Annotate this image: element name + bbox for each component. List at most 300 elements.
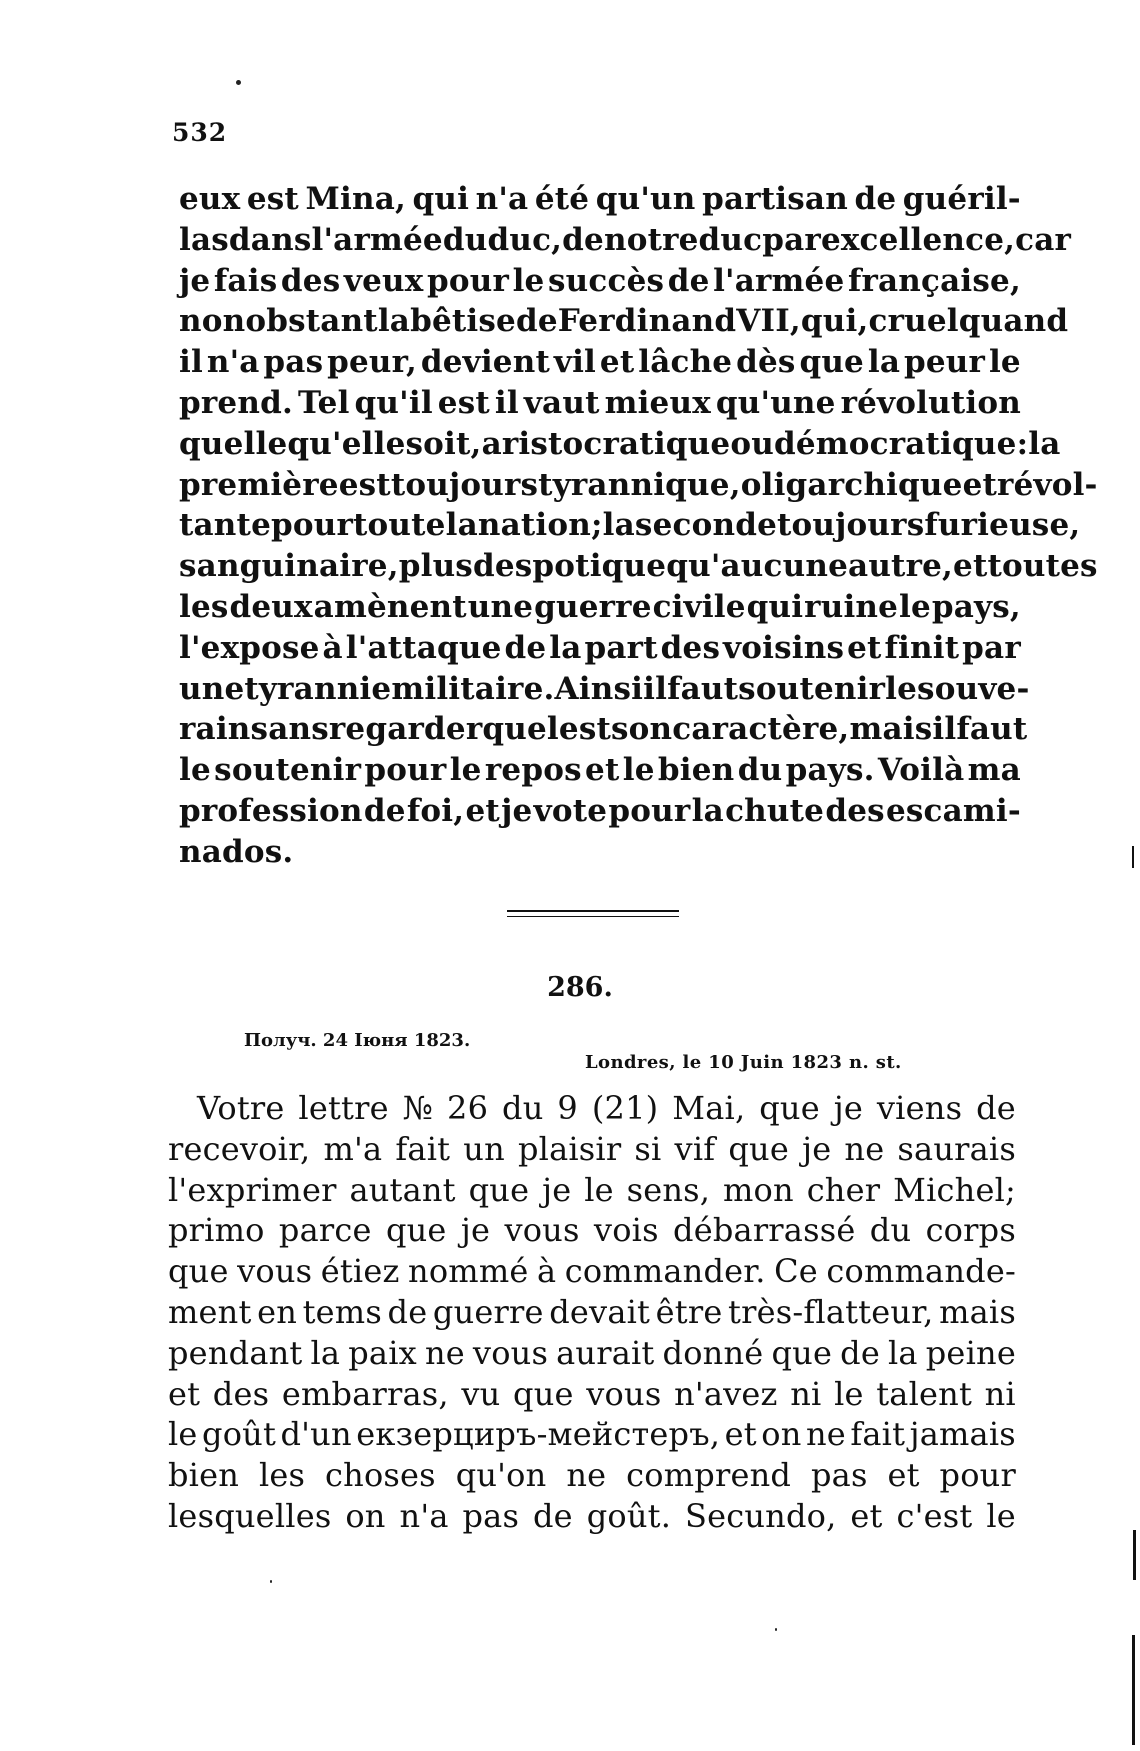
word: guerre [432,1292,544,1331]
word: seconde [634,507,777,544]
word: du [737,752,783,789]
word: aurait [556,1333,655,1372]
text-line [168,1210,1016,1251]
word: ne [566,1456,607,1495]
word: екзерциръ-мейстеръ, [356,1415,721,1454]
word: las [179,221,229,258]
word: pas [263,344,324,381]
word: la [888,1333,918,1372]
word: tyrannique, [538,466,741,503]
word: pays, [931,588,1021,625]
word: regarder [328,711,483,748]
word: furieuse, [924,507,1081,544]
word: en [257,1292,298,1331]
word: je [802,1129,832,1168]
letter-dateline: Londres, le 10 Juin 1823 n. st. [585,1052,902,1073]
word: pour [271,507,354,544]
word: est [437,384,490,421]
text-line [179,261,1021,302]
word: lâche [638,344,733,381]
word: finit [884,629,960,666]
text-line [179,669,1030,710]
word: qu'une [715,384,836,421]
word: faut [956,711,1028,748]
word: tante [179,507,271,544]
word: révol- [997,466,1098,503]
word: par [762,221,821,258]
word: vu [461,1374,501,1413]
word: goût [202,1415,277,1454]
word: amènent [313,588,467,625]
word: que [759,1089,820,1127]
word: repos [484,752,582,789]
word: partisan [702,181,848,217]
word: et [962,466,998,503]
word: débarrassé [673,1211,856,1250]
word: du [442,221,488,258]
word: pays. [785,752,875,789]
word: vil [553,344,597,381]
word: lesquelles [168,1496,332,1535]
word: ou [730,425,774,462]
word: la [1028,425,1061,462]
word: soit, [405,425,482,462]
word: des [212,1374,270,1413]
word: qu'elle [287,425,406,462]
word: que [385,1211,447,1250]
word: vous [504,1211,580,1250]
word: le [168,1415,198,1454]
word: goût. [586,1496,672,1535]
word: faut [667,670,739,707]
word: guerre [534,588,652,625]
word: c'est [896,1496,973,1535]
text-line [179,179,1021,220]
text-line [179,709,1028,750]
text-line [179,342,1021,383]
received-note: Получ. 24 Іюня 1823. [244,1030,471,1051]
word: quel [482,711,559,748]
word: du [502,1089,544,1127]
word: toute [353,507,446,544]
word: peine [925,1333,1016,1372]
word: souve- [917,670,1030,707]
text-line [168,1414,1016,1455]
text-line: nados. [179,833,294,870]
word: est [338,466,391,503]
word: peur, [327,344,417,381]
word: la [691,792,724,829]
word: et [585,752,620,789]
word: paix [348,1333,417,1372]
word: profession [179,792,363,829]
word: dès [736,344,796,381]
word: révolution [840,384,1021,421]
word: № [402,1089,434,1127]
word: cruel [868,303,959,340]
word: je [460,1211,491,1250]
text-line [179,383,1021,424]
text-line [179,505,1081,546]
word: rain [179,711,251,748]
ink-speck [236,80,241,85]
word: Ce [774,1252,818,1291]
word: et [599,344,635,381]
word: pour [939,1456,1016,1495]
text-line [168,1333,1016,1374]
word: Michel; [893,1170,1016,1209]
word: l'exprimer [168,1170,337,1209]
word: il [932,711,957,748]
word: oligarchique [740,466,963,503]
text-line [168,1374,1016,1415]
word: vif [674,1129,716,1168]
word: n'a [206,344,260,381]
word: française, [847,262,1021,299]
word: bien [657,752,735,789]
word: pas [810,1456,868,1495]
text-line [168,1292,1016,1333]
word: sanguinaire, [179,548,399,585]
word: il [179,344,203,381]
word: plaisir [517,1129,622,1168]
word: duc, [487,221,563,258]
word: jamais [909,1415,1016,1454]
first-passage [179,179,1098,873]
word: nonobstant [179,303,378,340]
word: la [377,303,411,340]
word: que [468,1170,530,1209]
word: saurais [897,1129,1016,1168]
word: et [465,792,500,829]
word: que [168,1252,229,1291]
word: caractère, [672,711,850,748]
text-line [179,546,1098,587]
word: tyrannie [244,670,392,707]
scan-edge-mark [1132,846,1134,868]
word: 26 [447,1089,489,1127]
word: plus [398,548,473,585]
word: et [953,548,988,585]
word: l'attaque [345,629,502,666]
scan-edge-mark [1132,1635,1135,1745]
word: le [584,1170,614,1209]
section-divider-top [507,910,679,912]
word: nation; [477,507,603,544]
text-line [168,1496,1016,1537]
word: ni [984,1374,1016,1413]
word: embarras, [281,1374,449,1413]
word: on [345,1496,386,1535]
word: il [494,384,519,421]
word: Mina, [305,181,406,217]
word: (21) [591,1089,659,1127]
word: mon [723,1170,794,1209]
word: d'un [280,1415,352,1454]
word: et [847,629,882,666]
word: sens, [626,1170,711,1209]
word: qui [746,588,804,625]
text-line [168,1170,1016,1211]
word: et [168,1374,201,1413]
word: dans [228,221,312,258]
word: toutes [987,548,1098,585]
word: une [179,670,245,707]
word: donné [662,1333,764,1372]
word: qui [412,181,470,217]
word: des [280,262,341,299]
word: de [840,1333,880,1372]
word: ne [424,1333,465,1372]
word: de [976,1089,1016,1127]
word: être [655,1292,723,1331]
word: lettre [298,1089,389,1127]
word: de [667,262,710,299]
word: n'a [475,181,529,217]
word: qui, [800,303,869,340]
word: nommé [408,1252,529,1291]
word: l'armée [311,221,443,258]
word: pour [364,752,447,789]
word: des [825,792,885,829]
word: Secundo, [684,1496,837,1535]
word: pour [608,792,691,829]
word: notre [603,221,699,258]
word: le [449,752,482,789]
word: ma [967,752,1021,789]
word: ne [805,1415,846,1454]
word: le [885,670,918,707]
letter-body [168,1088,1016,1537]
word: Tel [297,384,350,421]
word: les [258,1456,306,1495]
word: m'a [323,1129,383,1168]
word: tems [302,1292,382,1331]
word: le [622,752,655,789]
word: autant [349,1170,456,1209]
word: et [887,1456,920,1495]
word: despotique [472,548,667,585]
text-line [179,301,1069,342]
word: quelle [179,425,288,462]
word: part [584,629,658,666]
word: mieux [604,384,711,421]
word: l'armée [713,262,845,299]
word: vois [593,1211,659,1250]
word: que [728,1129,790,1168]
word: le [899,588,931,625]
word: à [322,629,343,666]
word: bien [168,1456,240,1495]
word: il [643,670,668,707]
word: bêtise [410,303,516,340]
word: que [771,1333,833,1372]
word: vous [472,1333,549,1372]
word: et [724,1415,757,1454]
word: démocratique: [773,425,1029,462]
word: devait [549,1292,651,1331]
word: un [463,1129,505,1168]
word: le [988,344,1021,381]
word: vous [237,1252,313,1291]
word: guéril- [902,181,1021,217]
word: peur [904,344,986,381]
text-line [179,424,1061,465]
word: la [445,507,478,544]
word: fait [850,1415,906,1454]
word: pour [427,262,510,299]
word: sans [250,711,329,748]
word: pas [462,1496,520,1535]
word: la [602,507,635,544]
word: que [513,1374,574,1413]
word: de [562,221,604,258]
word: est [246,181,299,217]
word: choses [325,1456,436,1495]
word: soutenir [214,752,362,789]
word: comprend [626,1456,792,1495]
word: son [611,711,673,748]
word: si [634,1129,662,1168]
word: la [867,344,901,381]
word: le [834,1374,864,1413]
word: de [504,629,547,666]
text-line [168,1251,1016,1292]
word: civile [652,588,746,625]
word: étiez [320,1252,400,1291]
word: et [850,1496,883,1535]
word: le [986,1496,1016,1535]
word: à [536,1252,557,1291]
word: n'a [399,1496,449,1535]
scan-edge-mark [1133,1530,1136,1580]
word: qu'on [455,1456,547,1495]
word: ni [790,1374,822,1413]
text-line [168,1455,1016,1496]
word: chute [725,792,825,829]
word: le [512,262,545,299]
word: commande- [826,1252,1016,1291]
word: première [179,466,339,503]
word: car [1015,221,1072,258]
word: de [515,303,558,340]
word: qu'aucune [666,548,849,585]
text-line [168,1129,1016,1170]
section-divider-bottom [507,916,679,917]
word: été [534,181,590,217]
word: que [799,344,864,381]
word: recevoir, [168,1129,311,1168]
word: succès [548,262,665,299]
word: très-flatteur, [728,1292,934,1331]
word: ne [844,1129,885,1168]
word: prend. [179,384,293,421]
word: de [387,1292,428,1331]
word: militaire. [391,670,555,707]
word: qu'un [595,181,696,217]
word: la [310,1333,341,1372]
text-line [179,750,1021,791]
word: eux [179,181,241,217]
page-number: 532 [172,118,228,147]
word: foi, [406,792,465,829]
word: 9 [557,1089,578,1127]
ink-speck [270,1580,272,1583]
word: des [660,629,721,666]
word: par [962,629,1021,666]
word: je [833,1089,864,1127]
word: du [869,1211,912,1250]
letter-number: 286. [547,972,613,1003]
word: duc [698,221,763,258]
text-line [179,791,1021,832]
word: on [761,1415,802,1454]
word: toujours [777,507,925,544]
word: le [179,752,211,789]
word: Ferdinand [557,303,737,340]
word: quand [958,303,1069,340]
word: de [854,181,897,217]
word: les [179,588,229,625]
word: ment [168,1292,252,1331]
word: de [363,792,406,829]
word: je [542,1170,572,1209]
word: mais [939,1292,1016,1331]
word: commander. [564,1252,766,1291]
word: est [558,711,611,748]
word: excellence, [820,221,1016,258]
word: corps [925,1211,1016,1250]
word: fait [395,1129,451,1168]
text-line [168,1088,1016,1129]
word: une [467,588,534,625]
word: primo [168,1211,265,1250]
word: Votre [197,1089,285,1127]
word: fais [213,262,278,299]
word: talent [876,1374,973,1413]
word: autre, [848,548,954,585]
word: viens [876,1089,963,1127]
word: veux [343,262,424,299]
word: la [549,629,582,666]
text-line [179,628,1021,669]
word: Mai, [672,1089,746,1127]
word: n'avez [674,1374,778,1413]
word: voisins [723,629,845,666]
word: devient [420,344,550,381]
word: soutenir [738,670,886,707]
word: VII, [736,303,801,340]
word: je [179,262,211,299]
word: mais [849,711,933,748]
text-line [179,587,1021,628]
word: deux [229,588,313,625]
word: Ainsi [554,670,644,707]
word: ruine [804,588,899,625]
word: je [501,792,533,829]
word: de [532,1496,573,1535]
ink-speck [775,1628,777,1631]
text-line [179,220,1072,261]
word: pendant [168,1333,303,1372]
word: vote [533,792,608,829]
word: escami- [885,792,1021,829]
word: l'expose [179,629,320,666]
word: aristocratique [481,425,731,462]
word: cher [806,1170,881,1209]
word: toujours [390,466,539,503]
word: Voilà [877,752,965,789]
